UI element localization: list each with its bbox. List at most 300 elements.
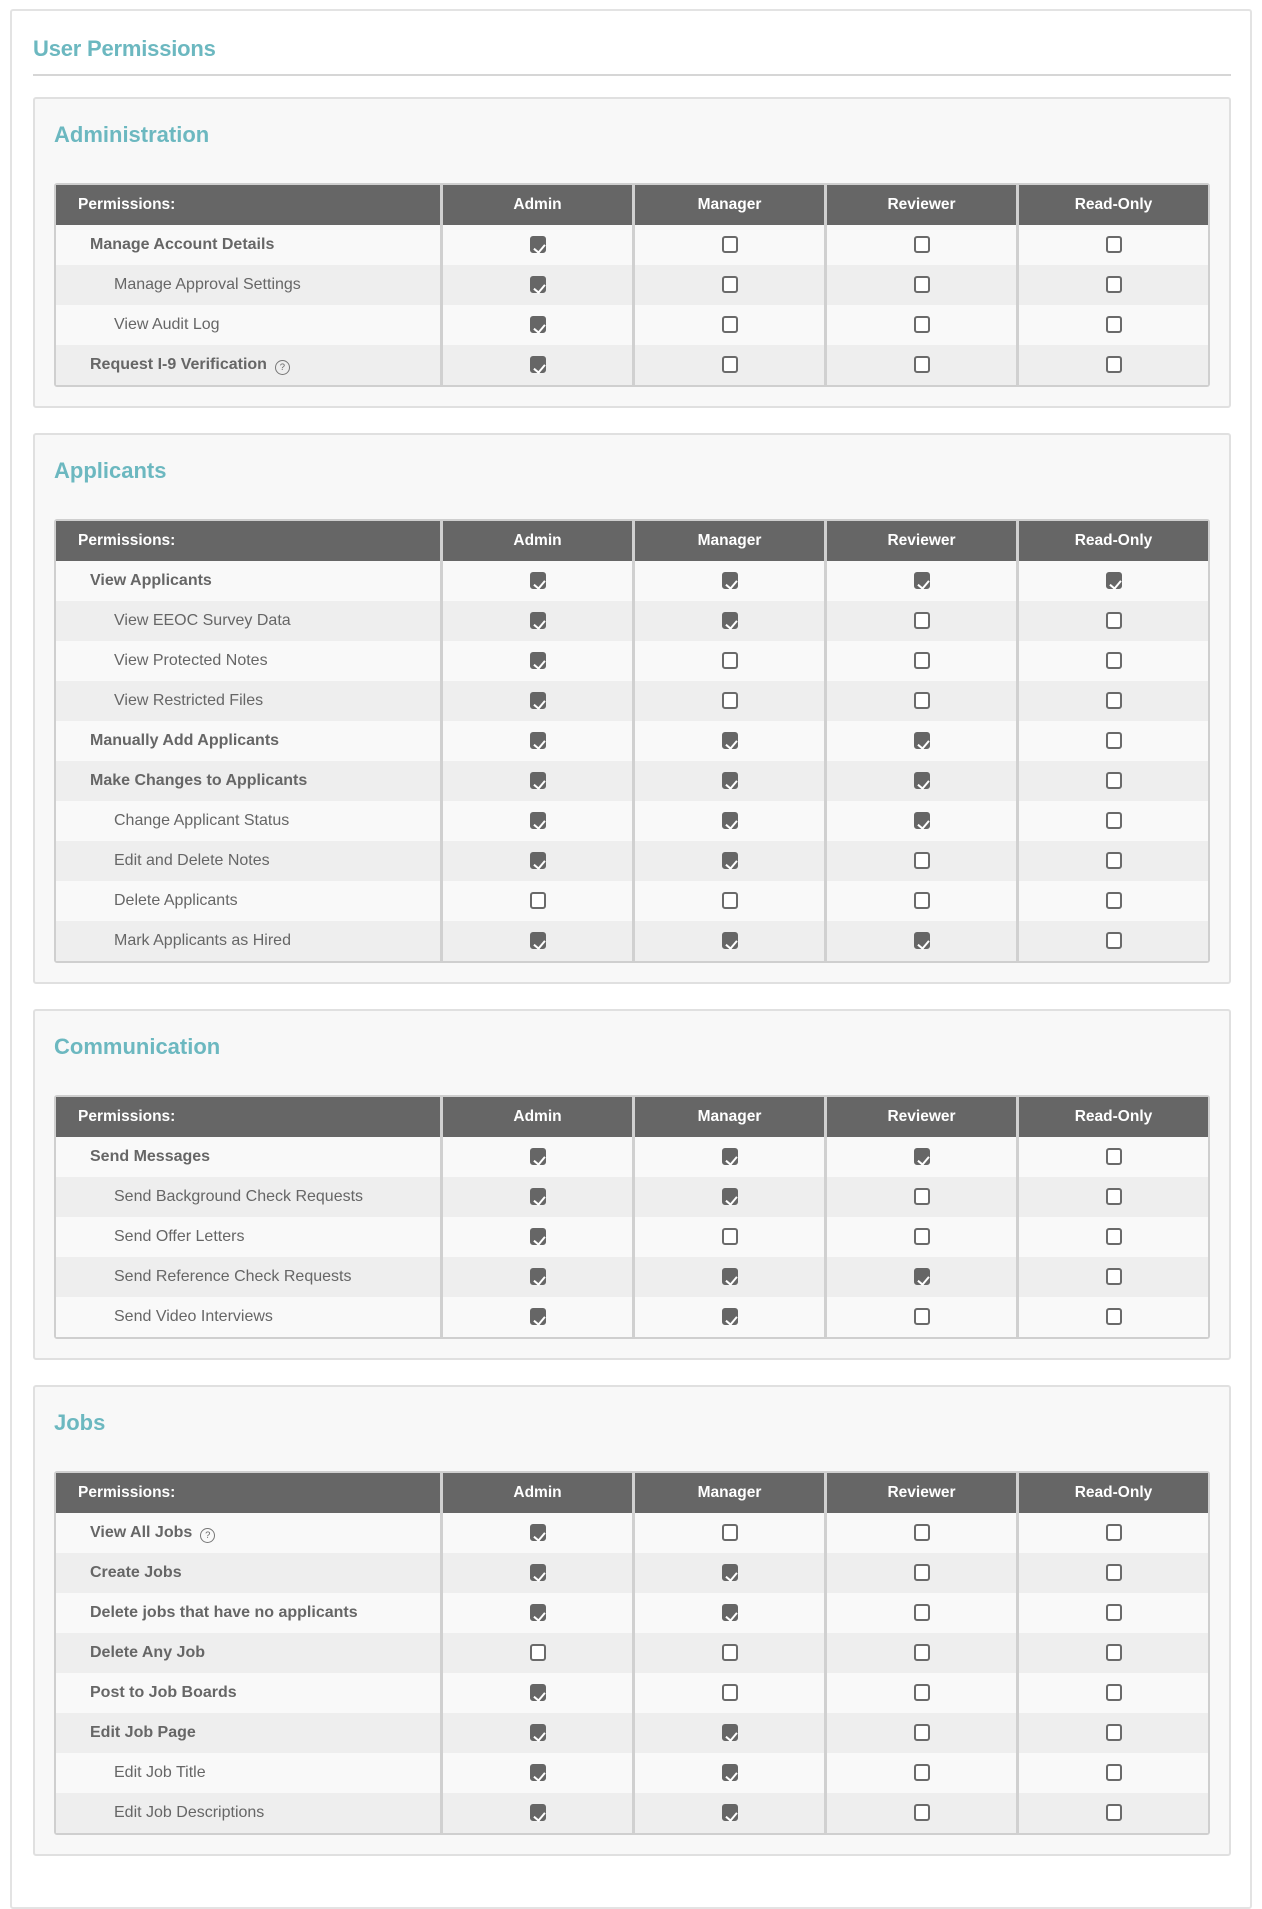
table-row [56,921,1208,961]
section-title: Communication [54,1034,221,1059]
permission-cell-reviewer [824,721,1016,761]
permission-cell-read-only [1016,225,1208,265]
permission-cell-reviewer [824,345,1016,385]
permission-label: Request I-9 Verification [90,355,267,373]
checkbox-unchecked-icon[interactable] [914,276,930,293]
checkbox-unchecked-icon[interactable] [722,236,738,253]
checkbox-checked-icon[interactable] [722,732,738,749]
permission-label-cell [56,841,440,881]
permission-cell-manager [632,225,824,265]
permission-label: Make Changes to Applicants [90,772,308,789]
permission-cell-read-only [1016,881,1208,921]
permission-label-cell [56,761,440,801]
permission-cell-reviewer [824,881,1016,921]
permission-cell-read-only [1016,1137,1208,1177]
checkbox-unchecked-icon[interactable] [1106,356,1122,373]
permission-label: Manage Account Details [90,236,275,253]
permission-cell-reviewer [824,1257,1016,1297]
checkbox-checked-icon[interactable] [722,1604,738,1621]
checkbox-checked-icon[interactable] [722,612,738,629]
table-row [56,1553,1208,1593]
checkbox-unchecked-icon[interactable] [1106,1148,1122,1165]
permission-cell-read-only [1016,1513,1208,1553]
permission-cell-reviewer [824,1297,1016,1337]
checkbox-checked-icon[interactable] [530,1804,546,1821]
permission-label-cell [56,1593,440,1633]
permission-cell-admin [440,1257,632,1297]
checkbox-unchecked-icon[interactable] [1106,612,1122,629]
checkbox-checked-icon[interactable] [530,1228,546,1245]
permission-cell-manager [632,721,824,761]
checkbox-unchecked-icon[interactable] [1106,692,1122,709]
checkbox-unchecked-icon[interactable] [914,356,930,373]
checkbox-unchecked-icon[interactable] [1106,1764,1122,1781]
checkbox-unchecked-icon[interactable] [914,1724,930,1741]
permission-cell-manager [632,1673,824,1713]
permission-cell-admin [440,601,632,641]
checkbox-unchecked-icon[interactable] [914,612,930,629]
permission-cell-manager [632,1713,824,1753]
permission-cell-manager [632,921,824,961]
checkbox-unchecked-icon[interactable] [722,1228,738,1245]
permission-cell-reviewer [824,641,1016,681]
permission-cell-reviewer [824,1793,1016,1833]
section-communication [33,1009,1231,1360]
column-header-admin: Admin [440,185,632,225]
page-title: User Permissions [33,36,216,61]
checkbox-unchecked-icon[interactable] [914,1604,930,1621]
permission-sections [33,97,1231,1881]
checkbox-unchecked-icon[interactable] [914,1524,930,1541]
permission-cell-admin [440,641,632,681]
checkbox-unchecked-icon[interactable] [914,852,930,869]
permission-cell-admin [440,921,632,961]
permission-cell-manager [632,1753,824,1793]
checkbox-checked-icon[interactable] [722,1148,738,1165]
checkbox-checked-icon[interactable] [722,772,738,789]
permissions-table [54,1095,1210,1339]
table-row [56,1217,1208,1257]
checkbox-unchecked-icon[interactable] [1106,1804,1122,1821]
checkbox-unchecked-icon[interactable] [1106,1644,1122,1661]
permission-cell-reviewer [824,1217,1016,1257]
permission-cell-read-only [1016,1297,1208,1337]
table-row [56,881,1208,921]
section-title: Jobs [54,1410,106,1435]
checkbox-unchecked-icon[interactable] [1106,1308,1122,1325]
permission-cell-admin [440,1137,632,1177]
permission-cell-read-only [1016,721,1208,761]
permission-cell-admin [440,225,632,265]
permission-label-cell [56,1177,440,1217]
permission-label: Delete jobs that have no applicants [90,1604,358,1621]
checkbox-unchecked-icon[interactable] [914,892,930,909]
checkbox-checked-icon[interactable] [530,1268,546,1285]
permission-cell-read-only [1016,1793,1208,1833]
checkbox-checked-icon[interactable] [530,316,546,333]
permission-label-cell [56,1137,440,1177]
checkbox-checked-icon[interactable] [530,1188,546,1205]
permission-cell-reviewer [824,1553,1016,1593]
permission-cell-read-only [1016,1593,1208,1633]
permission-cell-reviewer [824,1713,1016,1753]
permission-label: View Audit Log [114,316,220,333]
checkbox-checked-icon[interactable] [722,1308,738,1325]
permission-cell-admin [440,1177,632,1217]
checkbox-unchecked-icon[interactable] [1106,892,1122,909]
permission-label-cell [56,225,440,265]
table-row [56,681,1208,721]
column-header-reviewer: Reviewer [824,1097,1016,1137]
checkbox-checked-icon[interactable] [914,812,930,829]
permission-cell-read-only [1016,841,1208,881]
permission-cell-read-only [1016,1633,1208,1673]
checkbox-unchecked-icon[interactable] [1106,732,1122,749]
permission-label-cell [56,881,440,921]
permission-label-cell [56,1553,440,1593]
column-header-reviewer: Reviewer [824,1473,1016,1513]
permission-label-cell [56,1793,440,1833]
table-row [56,1793,1208,1833]
permission-label: Edit Job Title [114,1764,206,1781]
permission-cell-admin [440,681,632,721]
table-row [56,265,1208,305]
permission-cell-reviewer [824,1513,1016,1553]
permission-cell-read-only [1016,1177,1208,1217]
checkbox-checked-icon[interactable] [1106,572,1122,589]
checkbox-unchecked-icon[interactable] [914,1764,930,1781]
permission-cell-manager [632,1793,824,1833]
checkbox-checked-icon[interactable] [722,932,738,949]
checkbox-checked-icon[interactable] [530,1308,546,1325]
permission-label: Change Applicant Status [114,812,290,829]
permission-label: Send Messages [90,1148,211,1165]
table-row [56,1753,1208,1793]
permission-cell-admin [440,305,632,345]
checkbox-checked-icon[interactable] [914,772,930,789]
column-header-admin: Admin [440,1473,632,1513]
table-row [56,841,1208,881]
checkbox-unchecked-icon[interactable] [1106,652,1122,669]
permission-cell-read-only [1016,641,1208,681]
permission-label-cell [56,305,440,345]
checkbox-unchecked-icon[interactable] [722,652,738,669]
permission-cell-read-only [1016,801,1208,841]
permission-cell-reviewer [824,841,1016,881]
permission-cell-manager [632,265,824,305]
permission-cell-read-only [1016,561,1208,601]
permission-cell-admin [440,345,632,385]
permission-cell-manager [632,305,824,345]
permission-label: Send Reference Check Requests [114,1268,352,1285]
checkbox-checked-icon[interactable] [530,812,546,829]
checkbox-checked-icon[interactable] [722,1188,738,1205]
permission-cell-read-only [1016,305,1208,345]
column-header-reviewer: Reviewer [824,521,1016,561]
checkbox-checked-icon[interactable] [530,652,546,669]
permission-cell-admin [440,761,632,801]
permission-cell-admin [440,841,632,881]
table-row [56,1297,1208,1337]
checkbox-checked-icon[interactable] [722,1764,738,1781]
permission-cell-admin [440,1753,632,1793]
permission-cell-read-only [1016,1553,1208,1593]
permission-label-cell [56,1753,440,1793]
table-row [56,761,1208,801]
permission-cell-admin [440,1713,632,1753]
checkbox-checked-icon[interactable] [530,356,546,373]
checkbox-unchecked-icon[interactable] [1106,1268,1122,1285]
table-row [56,801,1208,841]
permission-label: Edit Job Descriptions [114,1804,265,1821]
checkbox-unchecked-icon[interactable] [914,1564,930,1581]
permission-cell-manager [632,1297,824,1337]
permission-label-cell [56,1217,440,1257]
checkbox-unchecked-icon[interactable] [722,316,738,333]
permission-label-cell [56,265,440,305]
table-row [56,1713,1208,1753]
table-row [56,345,1208,385]
checkbox-checked-icon[interactable] [914,1148,930,1165]
permission-cell-admin [440,1633,632,1673]
permission-cell-reviewer [824,225,1016,265]
checkbox-checked-icon[interactable] [530,852,546,869]
permission-label: Delete Applicants [114,892,238,909]
checkbox-unchecked-icon[interactable] [722,692,738,709]
permission-label-cell [56,1297,440,1337]
permission-label-cell [56,721,440,761]
permission-cell-reviewer [824,1137,1016,1177]
permission-label: View Applicants [90,572,212,589]
checkbox-unchecked-icon[interactable] [914,692,930,709]
permission-cell-read-only [1016,921,1208,961]
checkbox-unchecked-icon[interactable] [722,892,738,909]
permission-cell-reviewer [824,561,1016,601]
checkbox-unchecked-icon[interactable] [722,356,738,373]
checkbox-unchecked-icon[interactable] [722,276,738,293]
checkbox-checked-icon[interactable] [530,1724,546,1741]
permission-cell-reviewer [824,1673,1016,1713]
permission-cell-reviewer [824,601,1016,641]
help-circle-icon[interactable]: ? [275,360,290,375]
column-header-permissions: Permissions: [56,521,440,561]
checkbox-checked-icon[interactable] [530,1764,546,1781]
permissions-table [54,519,1210,963]
column-header-reviewer: Reviewer [824,185,1016,225]
checkbox-checked-icon[interactable] [530,572,546,589]
checkbox-unchecked-icon[interactable] [1106,932,1122,949]
permissions-table [54,1471,1210,1835]
permission-cell-manager [632,1257,824,1297]
checkbox-unchecked-icon[interactable] [914,652,930,669]
permission-label: Send Offer Letters [114,1228,245,1245]
permission-label: Send Background Check Requests [114,1188,364,1205]
column-header-manager: Manager [632,1097,824,1137]
permission-cell-read-only [1016,1257,1208,1297]
checkbox-checked-icon[interactable] [530,692,546,709]
permission-label-cell [56,1633,440,1673]
permission-cell-reviewer [824,1177,1016,1217]
permission-cell-admin [440,1513,632,1553]
table-row [56,1673,1208,1713]
checkbox-checked-icon[interactable] [530,1564,546,1581]
checkbox-checked-icon[interactable] [722,1564,738,1581]
permission-label-cell [56,1713,440,1753]
permission-cell-read-only [1016,1753,1208,1793]
help-circle-icon[interactable]: ? [200,1528,215,1543]
table-row [56,1593,1208,1633]
permission-label-cell [56,561,440,601]
permission-cell-admin [440,1217,632,1257]
column-header-read-only: Read-Only [1016,185,1208,225]
permission-cell-admin [440,1593,632,1633]
checkbox-checked-icon[interactable] [722,812,738,829]
permission-label-cell [56,681,440,721]
permission-cell-manager [632,1553,824,1593]
checkbox-unchecked-icon[interactable] [1106,276,1122,293]
checkbox-unchecked-icon[interactable] [914,1684,930,1701]
column-header-permissions: Permissions: [56,1097,440,1137]
permission-cell-admin [440,1553,632,1593]
permission-label: View All Jobs [90,1523,193,1541]
checkbox-unchecked-icon[interactable] [914,1188,930,1205]
checkbox-checked-icon[interactable] [914,732,930,749]
checkbox-checked-icon[interactable] [914,572,930,589]
checkbox-checked-icon[interactable] [530,732,546,749]
checkbox-unchecked-icon[interactable] [1106,1724,1122,1741]
column-header-manager: Manager [632,185,824,225]
checkbox-unchecked-icon[interactable] [1106,1604,1122,1621]
permission-cell-reviewer [824,1593,1016,1633]
table-row [56,1137,1208,1177]
permission-label-cell [56,921,440,961]
checkbox-unchecked-icon[interactable] [1106,852,1122,869]
permission-label-cell [56,641,440,681]
checkbox-unchecked-icon[interactable] [1106,1564,1122,1581]
table-row [56,601,1208,641]
column-header-admin: Admin [440,1097,632,1137]
checkbox-checked-icon[interactable] [530,276,546,293]
permission-cell-read-only [1016,345,1208,385]
permission-cell-manager [632,1137,824,1177]
checkbox-unchecked-icon[interactable] [1106,1188,1122,1205]
checkbox-checked-icon[interactable] [914,1268,930,1285]
checkbox-unchecked-icon[interactable] [1106,316,1122,333]
permission-label: View Restricted Files [114,692,264,709]
checkbox-unchecked-icon[interactable] [722,1684,738,1701]
checkbox-checked-icon[interactable] [722,852,738,869]
table-row [56,721,1208,761]
checkbox-checked-icon[interactable] [530,612,546,629]
checkbox-checked-icon[interactable] [530,1148,546,1165]
permission-cell-read-only [1016,265,1208,305]
permission-cell-read-only [1016,681,1208,721]
checkbox-unchecked-icon[interactable] [530,1644,546,1661]
table-header-row [56,521,1208,561]
permission-cell-admin [440,1673,632,1713]
permission-label: View EEOC Survey Data [114,612,291,629]
permission-cell-manager [632,345,824,385]
checkbox-checked-icon[interactable] [530,1604,546,1621]
checkbox-unchecked-icon[interactable] [914,1644,930,1661]
checkbox-unchecked-icon[interactable] [914,236,930,253]
permission-cell-manager [632,801,824,841]
permission-label: Create Jobs [90,1564,182,1581]
permission-label-cell [56,801,440,841]
permission-cell-read-only [1016,761,1208,801]
checkbox-checked-icon[interactable] [722,1724,738,1741]
user-permissions-panel [10,9,1252,1909]
permission-label: Edit and Delete Notes [114,852,270,869]
permission-cell-manager [632,601,824,641]
section-jobs [33,1385,1231,1856]
table-header-row [56,1473,1208,1513]
checkbox-checked-icon[interactable] [530,1524,546,1541]
checkbox-unchecked-icon[interactable] [722,1644,738,1661]
permission-cell-read-only [1016,1217,1208,1257]
checkbox-unchecked-icon[interactable] [1106,812,1122,829]
column-header-permissions: Permissions: [56,185,440,225]
checkbox-checked-icon[interactable] [530,1684,546,1701]
permission-cell-admin [440,1297,632,1337]
permission-label-cell [56,345,440,385]
permission-cell-manager [632,1513,824,1553]
section-title: Administration [54,122,210,147]
checkbox-unchecked-icon[interactable] [530,892,546,909]
permission-cell-manager [632,561,824,601]
permission-cell-reviewer [824,801,1016,841]
checkbox-unchecked-icon[interactable] [1106,1228,1122,1245]
checkbox-checked-icon[interactable] [722,1268,738,1285]
table-row [56,1177,1208,1217]
checkbox-unchecked-icon[interactable] [1106,1684,1122,1701]
checkbox-unchecked-icon[interactable] [1106,772,1122,789]
table-row [56,1257,1208,1297]
checkbox-unchecked-icon[interactable] [1106,236,1122,253]
table-header-row [56,1097,1208,1137]
column-header-permissions: Permissions: [56,1473,440,1513]
permission-label: Send Video Interviews [114,1308,273,1325]
checkbox-unchecked-icon[interactable] [914,1308,930,1325]
title-divider [33,74,1231,76]
checkbox-checked-icon[interactable] [530,932,546,949]
permission-cell-manager [632,761,824,801]
permission-cell-reviewer [824,1633,1016,1673]
checkbox-checked-icon[interactable] [530,772,546,789]
permission-cell-reviewer [824,1753,1016,1793]
column-header-manager: Manager [632,521,824,561]
permission-label: Manually Add Applicants [90,732,280,749]
checkbox-unchecked-icon[interactable] [1106,1524,1122,1541]
checkbox-checked-icon[interactable] [530,236,546,253]
table-row [56,1513,1208,1553]
permission-label-cell [56,1673,440,1713]
checkbox-checked-icon[interactable] [914,932,930,949]
permission-label: Post to Job Boards [90,1684,237,1701]
checkbox-unchecked-icon[interactable] [914,316,930,333]
column-header-read-only: Read-Only [1016,521,1208,561]
permission-label: Delete Any Job [90,1644,205,1661]
column-header-read-only: Read-Only [1016,1097,1208,1137]
checkbox-unchecked-icon[interactable] [914,1804,930,1821]
permission-label: Manage Approval Settings [114,276,301,293]
permission-label-cell [56,601,440,641]
checkbox-unchecked-icon[interactable] [914,1228,930,1245]
checkbox-checked-icon[interactable] [722,1804,738,1821]
checkbox-checked-icon[interactable] [722,572,738,589]
permission-cell-reviewer [824,681,1016,721]
checkbox-unchecked-icon[interactable] [722,1524,738,1541]
